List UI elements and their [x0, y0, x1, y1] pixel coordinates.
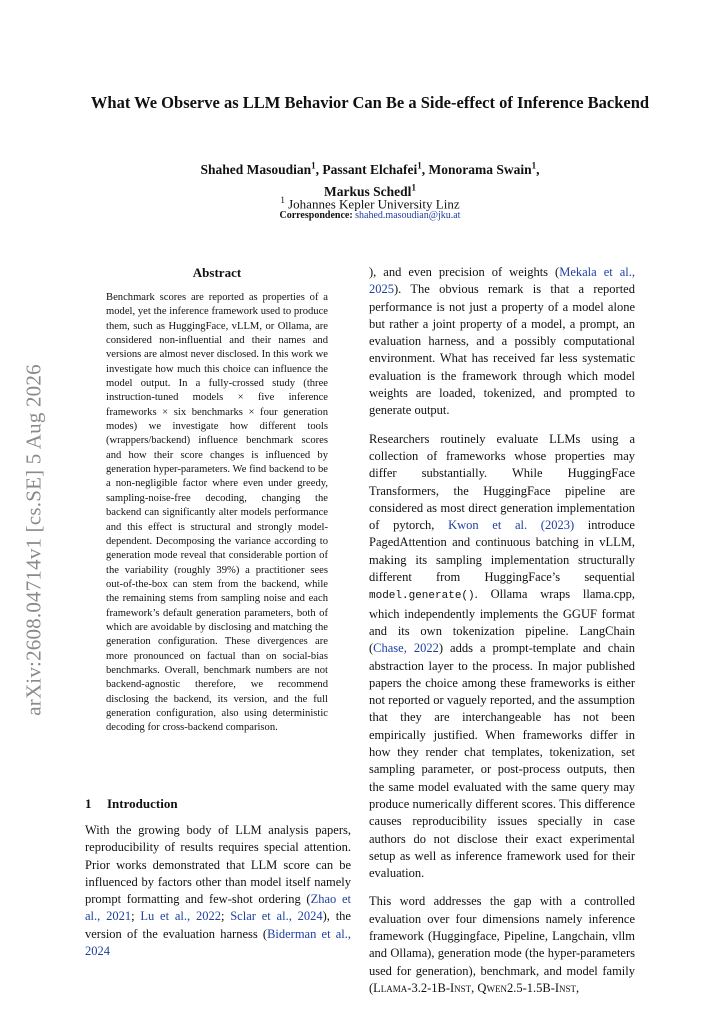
author: Passant Elchafei$^1$,	[322, 160, 429, 177]
model-name: Qwen2.5-1.5B-Inst	[477, 980, 577, 995]
citation-link[interactable]: Sclar et al., 2024	[230, 909, 323, 924]
model-name: Llama-3.2-1B-Inst	[373, 980, 472, 995]
intro-paragraph-1-continued: ), and even precision of weights (Mekala et al., 2025). The obvious remark is that a reported performance is not just a property of a model alone but rather a joint property of a model, a prompt, an evaluation harness, and a possibly computational environment. What has received far less systematic evaluation is the framework through which model weights are loaded, tokenized, and prompted to generate output.	[369, 265, 635, 418]
author: Markus Schedl$^1$	[324, 182, 416, 199]
correspondence	[80, 209, 660, 223]
author: Shahed Masoudian$^1$,	[200, 160, 323, 177]
correspondence-label: Correspondence:	[279, 210, 353, 221]
abstract-text: Benchmark scores are reported as properties of a model, yet the inference framework used to produce them, such as HuggingFace, vLLM, or Ollama, are considered non-influential and their names and versions are almost never disclosed. In this work we investigate how much this choice can influence the model output. In a fully-crossed study (three instruction-tuned models × five inference frameworks × six benchmarks × four generation modes) we investigate how different tools (wrappers/backend) influence benchmark scores and how their score changes is influenced by generation hyper-parameters. We find backend to be a non-negligible factor where even under greedy, sampling-noise-free decoding, changing the backend can significantly alter models performance and this effect is structural and strongly model-dependent. Decomposing the variance according to generation mode reveal that considerable portion of the variability (roughly 39%) a practitioner sees out-of-the-box can stem from the backend, while the remaining stems from sampling noise and each framework’s default generation parameters, both of which are avoidable by disclosing and matching the generation configuration. These divergences are more pronounced on factual than on social-bias benchmarks. Overall, benchmark numbers are not backend-agnostic therefore, we recommend disclosing the backend, its version, and the full generation configuration, also using deterministic decoding for cross-backend comparison.	[106, 292, 328, 734]
citation-link[interactable]: Lu et al., 2022	[140, 909, 221, 924]
intro-paragraph-1: With the growing body of LLM analysis papers, reproducibility of results requires special attention. Prior works demonstrated that LLM score can be influenced by factors other than model itself namely prompt formatting and few-shot ordering (Zhao et al., 2021; Lu et al., 2022; Sclar et al., 2024), the version of the evaluation harness (Biderman et al., 2024	[85, 823, 351, 959]
intro-paragraph-2: Researchers routinely evaluate LLMs using a collection of frameworks whose properties may differ substantially. While HuggingFace Transformers, the HuggingFace pipeline are considered as most direct generation implementation of pytorch, Kwon et al. (2023) introduce PagedAttention and continuous batching in vLLM, making its sampling implementation structurally different from HuggingFace’s sequential model.generate(). Ollama wraps llama.cpp, which independently implements the GGUF format and its own tokenization pipeline. LangChain (Chase, 2022) adds a prompt-template and chain abstraction layer to the process. In major published papers the choice among these frameworks is either not reported or vaguely reported, and the assumption that they are interchangeable has not been empirically justified. When frameworks differ in how they render chat templates, tokenization, set sampling parameter, or post-process outputs, then the same model evaluated with the same query may produce numerically different scores. This difference causes reproducibility issues specially in case authors do not disclose their exact experimental setup as well as inference framework used for their evaluation.	[369, 431, 635, 881]
arxiv-identifier: arXiv:2608.04714v1 [cs.SE] 5 Aug 2026	[21, 364, 46, 716]
affiliation: $^1$ Johannes Kepler University Linz	[280, 195, 460, 212]
right-column	[369, 264, 635, 1008]
citation-link[interactable]: Mekala et al., 2025	[369, 265, 635, 297]
paper-title: What We Observe as LLM Behavior Can Be a Side-effect of Inference Backend	[90, 93, 650, 112]
author: Monorama Swain$^1$,	[428, 160, 540, 177]
citation-link[interactable]: Chase, 2022	[373, 641, 439, 656]
inline-code: model.generate()	[369, 590, 475, 603]
abstract-heading: Abstract	[192, 265, 242, 280]
citation-link[interactable]: Kwon et al. (2023)	[448, 518, 575, 533]
section-heading-introduction: 1 Introduction	[85, 796, 178, 811]
correspondence-email-link[interactable]: shahed.masoudian@jku.at	[355, 210, 461, 221]
citation-link[interactable]: Biderman et al., 2024	[85, 926, 351, 959]
intro-paragraph-3: This word addresses the gap with a controlled evaluation over four dimensions namely inference framework (Huggingface, Pipeline, Langchain, vllm and Ollama), generation mode (the hyper-parameters used for generation), benchmark, and model family (Llama-3.2-1B-Inst, Qwen2.5-1.5B-Inst,	[369, 894, 635, 995]
citation-link[interactable]: Zhao et al., 2021	[85, 892, 351, 924]
